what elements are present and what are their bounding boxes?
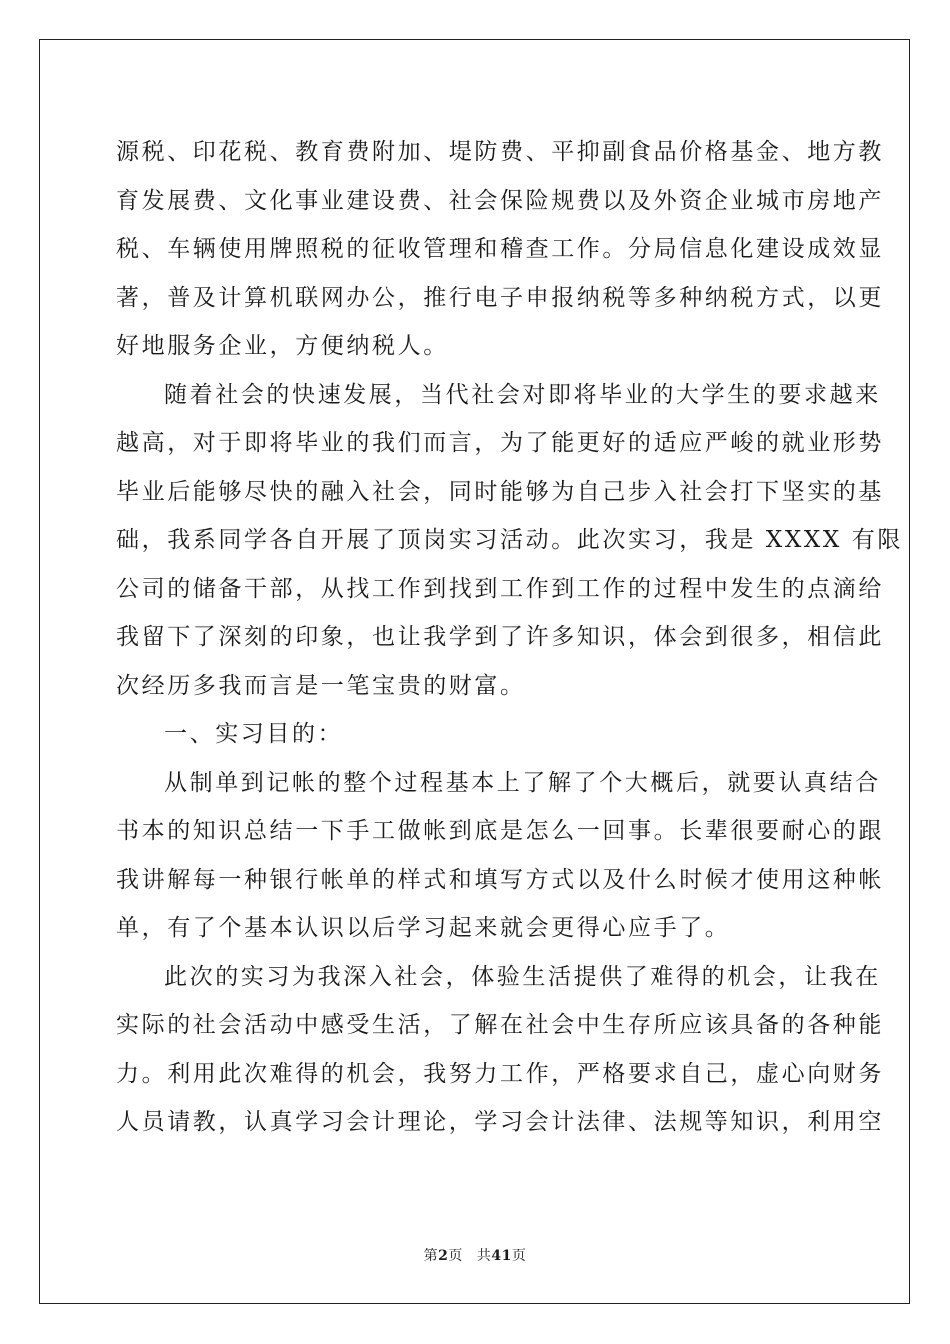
text-line: 从制单到记帐的整个过程基本上了解了个大概后，就要认真结合	[164, 769, 881, 796]
text-line: 书本的知识总结一下手工做帐到底是怎么一回事。长辈很要耐心的跟	[116, 818, 884, 844]
page-prefix: 第	[423, 1248, 439, 1264]
page-unit: 页	[448, 1248, 463, 1264]
text-line: 人员请教，认真学习会计理论，学习会计法律、法规等知识，利用空	[116, 1109, 884, 1135]
text-line: 越高，对于即将毕业的我们而言，为了能更好的适应严峻的就业形势	[116, 430, 884, 456]
text-line: 源税、印花税、教育费附加、堤防费、平抑副食品价格基金、地方教	[116, 139, 884, 165]
page-current: 2	[438, 1248, 449, 1264]
text-line: 础，我系同学各自开展了顶岗实习活动。此次实习，我是 XXXX 有限	[116, 527, 903, 553]
text-line: 育发展费、文化事业建设费、社会保险规费以及外资企业城市房地产	[116, 187, 884, 214]
total-unit: 页	[511, 1248, 527, 1264]
text-line: 我留下了深刻的印象，也让我学到了许多知识，体会到很多，相信此	[116, 624, 884, 650]
text-line: 实际的社会活动中感受生活，了解在社会中生存所应该具备的各种能	[116, 1012, 884, 1038]
text-line: 我讲解每一种银行帐单的样式和填写方式以及什么时候才使用这种帐	[116, 866, 884, 893]
text-line: 著，普及计算机联网办公，推行电子申报纳税等多种纳税方式，以更	[116, 284, 884, 311]
page-total: 41	[491, 1248, 512, 1264]
text-line: 次经历多我而言是一笔宝贵的财富。	[116, 672, 526, 699]
text-line: 公司的储备干部，从找工作到找到工作到工作的过程中发生的点滴给	[116, 575, 884, 602]
text-line: 毕业后能够尽快的融入社会，同时能够为自己步入社会打下坚实的基	[116, 478, 884, 505]
text-line: 税、车辆使用牌照税的征收管理和稽查工作。分局信息化建设成效显	[116, 236, 884, 262]
text-line: 此次的实习为我深入社会，体验生活提供了难得的机会，让我在	[164, 963, 881, 990]
page-footer	[0, 1245, 950, 1265]
text-line: 随着社会的快速发展，当代社会对即将毕业的大学生的要求越来	[164, 381, 881, 408]
text-line: 单，有了个基本认识以后学习起来就会更得心应手了。	[116, 915, 731, 941]
text-line: 力。利用此次难得的机会，我努力工作，严格要求自己，虚心向财务	[116, 1060, 884, 1087]
text-line: 好地服务企业，方便纳税人。	[116, 333, 449, 359]
document-body	[116, 128, 903, 1147]
text-line: 一、实习目的：	[164, 721, 344, 747]
total-prefix: 共	[476, 1248, 492, 1264]
